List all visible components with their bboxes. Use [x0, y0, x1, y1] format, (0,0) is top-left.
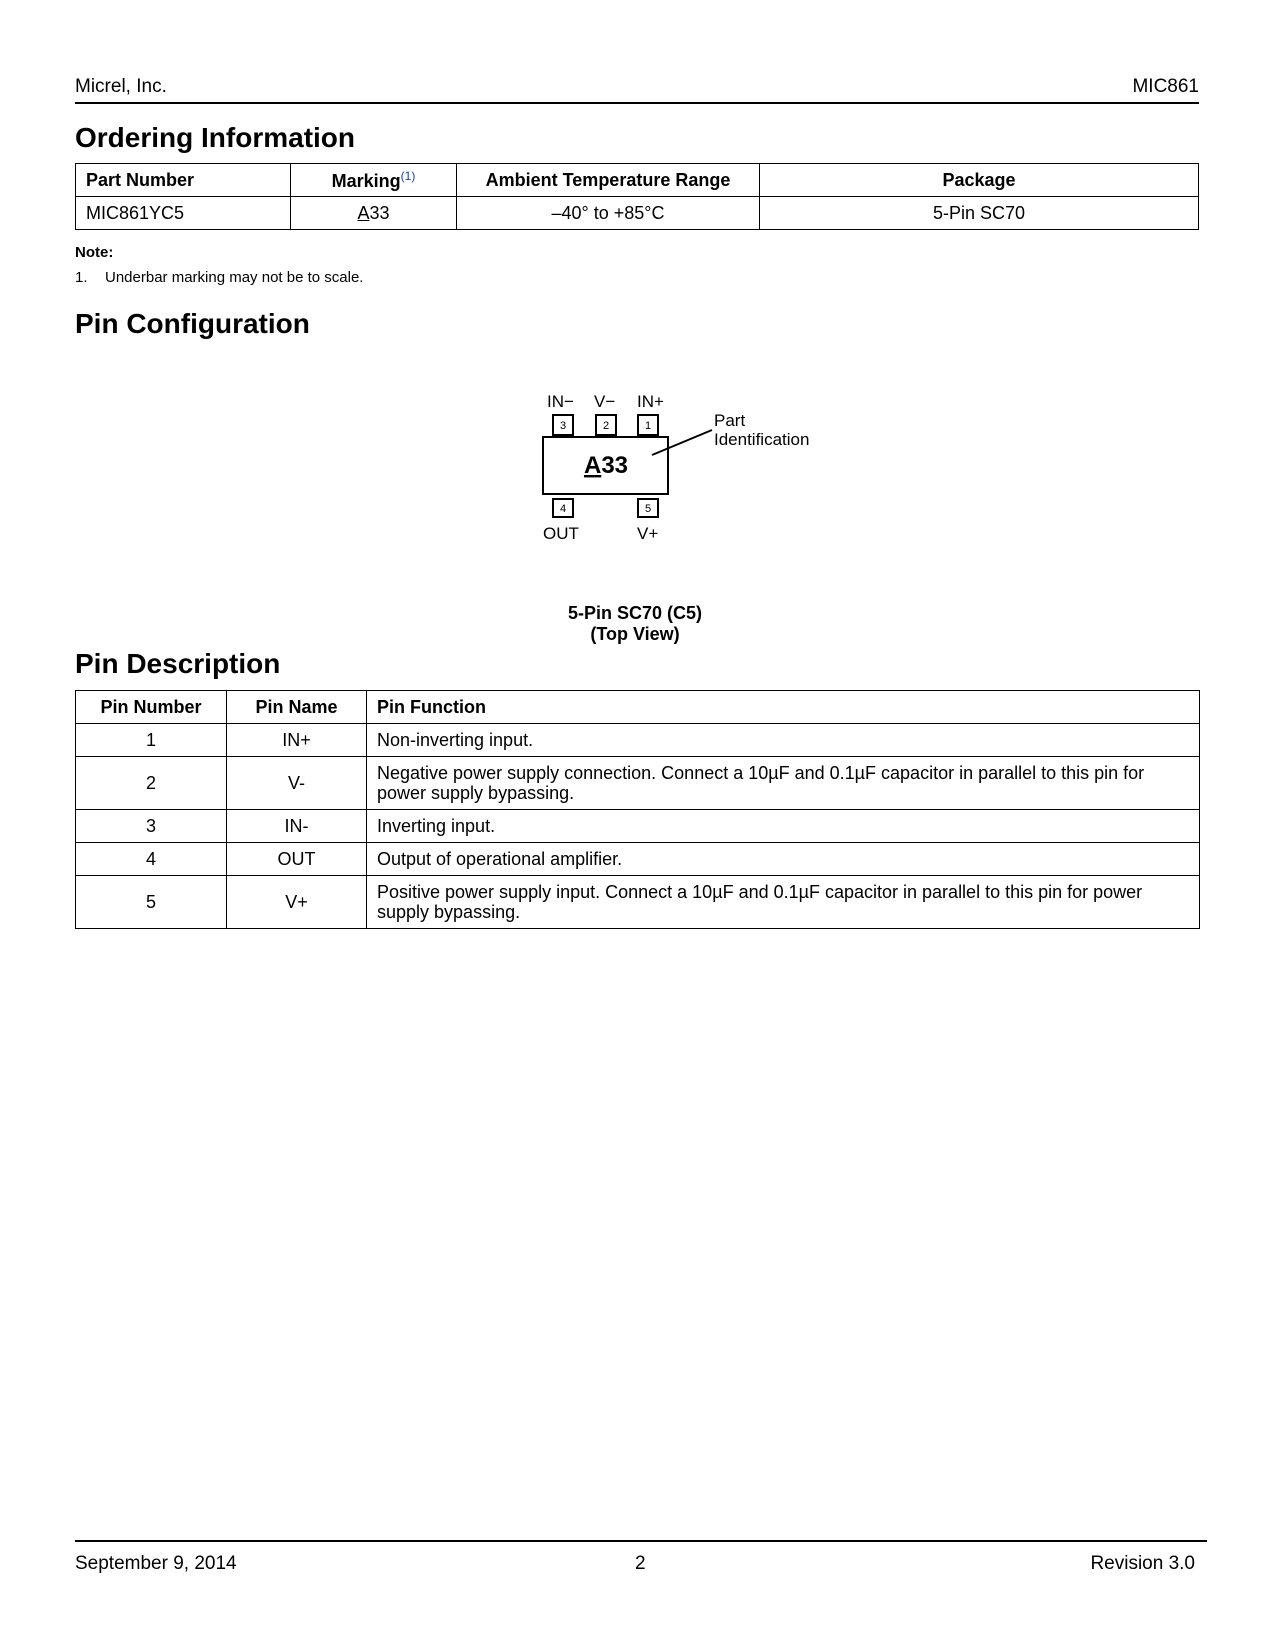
col-pin-function: Pin Function — [367, 691, 1200, 724]
footer-date: September 9, 2014 — [75, 1553, 237, 1574]
package-outline-svg — [540, 400, 880, 630]
page-footer — [75, 1540, 1207, 1576]
note-text: Underbar marking may not be to scale. — [105, 269, 364, 286]
ordering-table — [75, 163, 1199, 230]
col-pin-number: Pin Number — [76, 691, 227, 724]
package-marking-prefix: A — [583, 452, 602, 479]
col-part-number: Part Number — [76, 164, 291, 197]
package-marking — [584, 452, 628, 479]
col-temp-range: Ambient Temperature Range — [457, 164, 760, 197]
marking-note-ref[interactable]: (1) — [400, 168, 416, 183]
footer-revision: Revision 3.0 — [1090, 1553, 1195, 1574]
cell-pin-function: Output of operational amplifier. — [367, 843, 1200, 876]
pin-number-3: 3 — [559, 420, 567, 432]
caption-line-2: (Top View) — [590, 624, 680, 644]
page-header — [75, 72, 1199, 104]
package-caption — [500, 603, 770, 645]
pin-label-v-minus: V− — [594, 392, 616, 411]
cell-pin-number: 4 — [76, 843, 227, 876]
ordering-header-row — [76, 164, 1199, 197]
pin-number-1: 1 — [644, 420, 652, 432]
footer-page-number: 2 — [635, 1553, 646, 1574]
cell-part-number: MIC861YC5 — [76, 197, 291, 230]
cell-pin-name: V+ — [227, 876, 367, 929]
col-marking — [291, 164, 457, 197]
table-row — [76, 843, 1200, 876]
cell-pin-function: Positive power supply input. Connect a 10µF and 0.1µF capacitor in parallel to this pin for power supply bypassing. — [367, 876, 1200, 929]
table-row — [76, 757, 1200, 810]
cell-pin-name: OUT — [227, 843, 367, 876]
ordering-title: Ordering Information — [75, 122, 355, 153]
cell-pin-function: Negative power supply connection. Connect a 10µF and 0.1µF capacitor in parallel to this pin for power supply bypassing. — [367, 757, 1200, 810]
pin-number-4: 4 — [559, 503, 567, 515]
cell-pin-name: IN- — [227, 810, 367, 843]
company-name: Micrel, Inc. — [75, 76, 167, 97]
note-number: 1. — [75, 269, 88, 286]
cell-pin-function: Non-inverting input. — [367, 724, 1200, 757]
note-item — [75, 269, 363, 286]
table-row — [76, 810, 1200, 843]
pin-number-5: 5 — [644, 503, 652, 515]
pin-label-v-plus: V+ — [637, 524, 659, 543]
pin-desc-table — [75, 690, 1200, 929]
cell-pin-number: 5 — [76, 876, 227, 929]
callout-text-part: Part — [714, 411, 746, 430]
cell-pin-number: 1 — [76, 724, 227, 757]
pin-number-2: 2 — [602, 420, 610, 432]
pin-config-title: Pin Configuration — [75, 308, 310, 339]
part-name: MIC861 — [1132, 76, 1199, 97]
cell-pin-function: Inverting input. — [367, 810, 1200, 843]
table-row — [76, 197, 1199, 230]
package-marking-suffix: 33 — [601, 452, 629, 479]
pin-diagram — [540, 392, 880, 630]
callout-text-identification: Identification — [714, 430, 810, 449]
marking-rest: 33 — [369, 202, 390, 223]
cell-package: 5-Pin SC70 — [760, 197, 1199, 230]
pin-label-out: OUT — [543, 524, 579, 543]
col-marking-label: Marking — [331, 170, 401, 191]
caption-line-1: 5-Pin SC70 (C5) — [567, 603, 703, 623]
cell-pin-number: 3 — [76, 810, 227, 843]
cell-pin-name: V- — [227, 757, 367, 810]
note-label: Note: — [75, 244, 114, 261]
marking-underbar-char: A — [357, 202, 370, 223]
pin-desc-title: Pin Description — [75, 648, 281, 679]
cell-pin-name: IN+ — [227, 724, 367, 757]
cell-temp-range: –40° to +85°C — [457, 197, 760, 230]
pin-label-in-plus: IN+ — [637, 392, 664, 411]
cell-marking — [291, 197, 457, 230]
table-row — [76, 724, 1200, 757]
pin-label-in-minus: IN− — [547, 392, 574, 411]
pin-desc-header-row — [76, 691, 1200, 724]
col-package: Package — [760, 164, 1199, 197]
col-pin-name: Pin Name — [227, 691, 367, 724]
table-row — [76, 876, 1200, 929]
cell-pin-number: 2 — [76, 757, 227, 810]
